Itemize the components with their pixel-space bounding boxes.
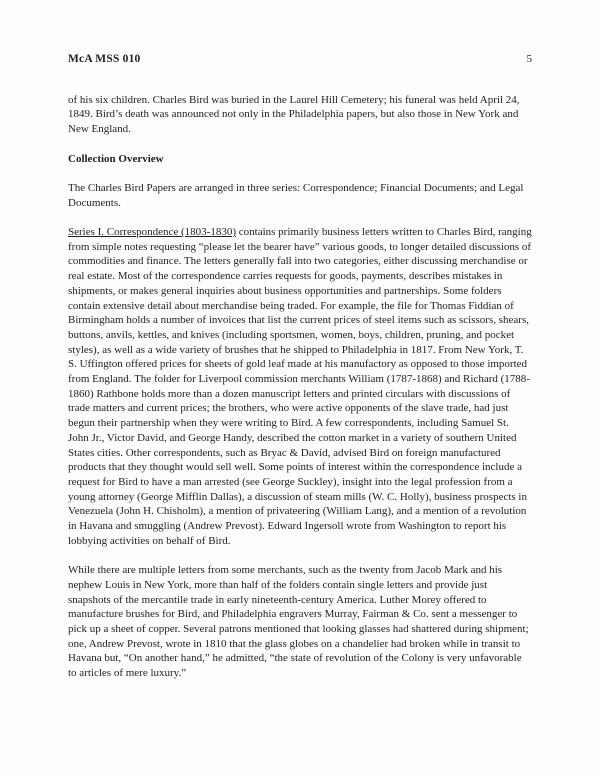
series1-title: Series I. Correspondence (1803-1830) <box>68 225 237 238</box>
paragraph-biography-continuation: of his six children. Charles Bird was buried in the Laurel Hill Cemetery; his funeral was held April 24, 1849. Bird’s death was announced not only in the Philadelphia papers, but also those in New York and New England. <box>68 93 520 136</box>
paragraph-series1-description <box>68 225 532 548</box>
page-number: 5 <box>526 53 532 65</box>
running-header <box>68 52 532 67</box>
series1-body-text: contains primarily business letters written to Charles Bird, ranging from simple notes requesting “please let the bearer have” various goods, to longer detailed discussions of commodities and finance. The letters generally fall into two categories, either discussing merchandise or real estate. Most of the correspondence carries requests for goods, payments, describes mistakes in shipments, or makes general inquiries about business opportunities and partnerships. Some folders contain extensive detail about merchandise being traded. For example, the file for Thomas Fiddian of Birmingham holds a number of invoices that list the current prices of steel items such as scissors, shears, buttons, anvils, kettles, and knives (including sportsmen, women, boys, children, pruning, and pocket styles), as well as a wide variety of brushes that he shipped to Philadelphia in 1817. From New York, T. S. Uffington offered prices for sheets of gold leaf made at his manufactory as opposed to those imported from England. The folder for Liverpool commission merchants William (1787-1868) and Richard (1788-1860) Rathbone holds more than a dozen manuscript letters and printed circulars with discussions of trade matters and current prices; the brothers, who were active opponents of the slave trade, had just begun their partnership when they were writing to Bird. A few correspondents, including Samuel St. John Jr., Victor David, and George Handy, described the cotton market in a variety of southern United States cities. Other correspondents, such as Bryac & David, advised Bird on foreign manufactured products that they thought would sell well. Some points of interest within the correspondence include a request for Bird to have a man arrested (see George Suckley), insight into the legal profession from a young attorney (George Mifflin Dallas), a discussion of steam mills (W. C. Holly), business prospects in Venezuela (John H. Chisholm), a mention of privateering (William Lang), and a mention of a revolution in Havana and smuggling (Andrew Prevost). Edward Ingersoll wrote from Washington to report his lobbying activities on behalf of Bird. <box>68 225 532 547</box>
paragraph-series-overview: The Charles Bird Papers are arranged in three series: Correspondence; Financial Documents; and Legal Documents. <box>68 181 524 209</box>
document-id: McA MSS 010 <box>68 53 141 65</box>
paragraph-merchants-closing: While there are multiple letters from some merchants, such as the twenty from Jacob Mark and his nephew Louis in New York, more than half of the folders contain single letters and provide just snapshots of the mercantile trade in early nineteenth-century America. Luther Morey offered to manufacture brushes for Bird, and Philadelphia engravers Murray, Fairman & Co. sent a messenger to pick up a sheet of copper. Several patrons mentioned that looking glasses had shattered during shipment; one, Andrew Prevost, wrote in 1810 that the glass globes on a chandelier had broken while in transit to Havana but, “On another hand,” he admitted, “the state of revolution of the Colony is very unfavorable to articles of mere luxury.” <box>68 564 529 680</box>
section-heading-collection-overview: Collection Overview <box>68 152 164 165</box>
